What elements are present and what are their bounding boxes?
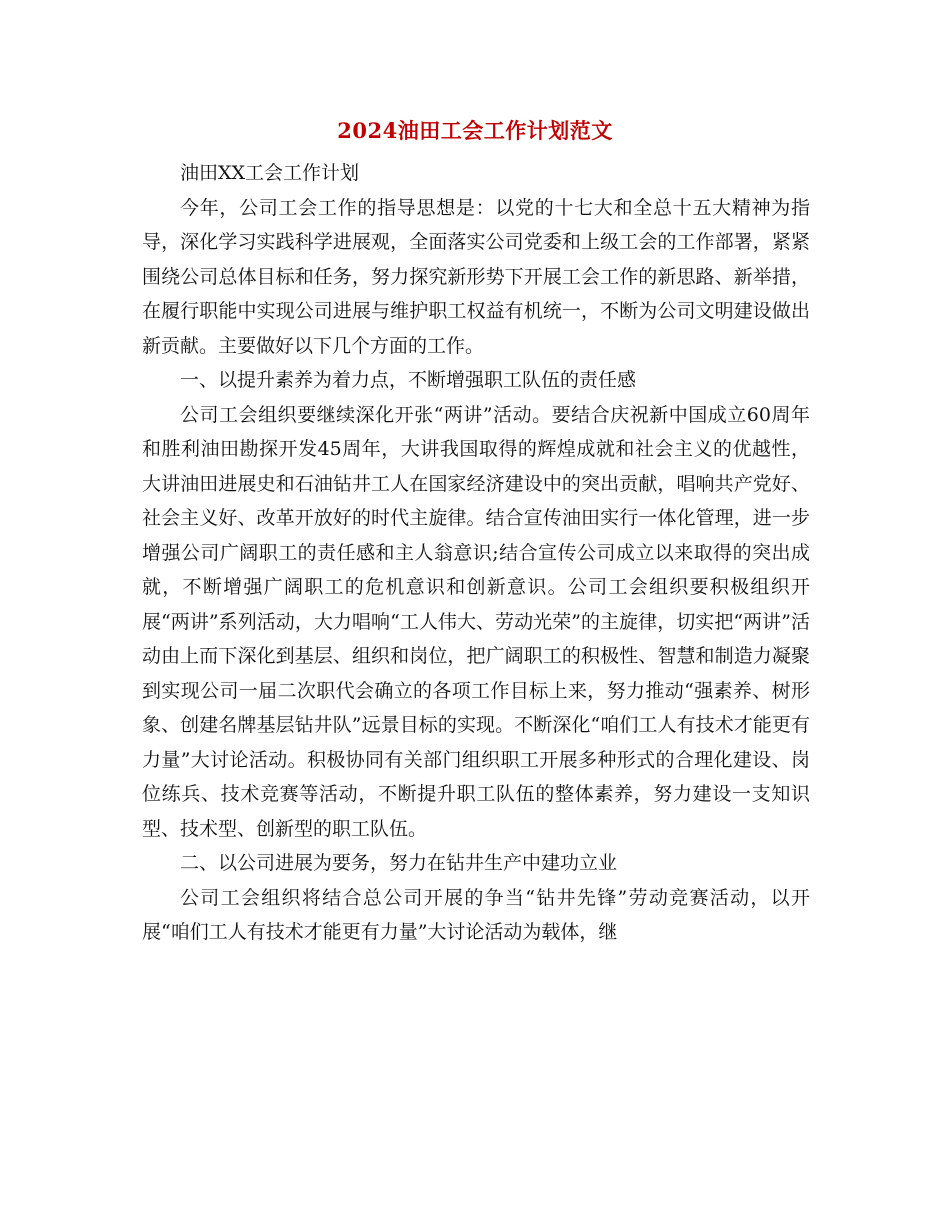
section-heading-1: 一、以提升素养为着力点，不断增强职工队伍的责任感 bbox=[180, 369, 637, 391]
section-heading-2: 二、以公司进展为要务，努力在钻井生产中建功立业 bbox=[180, 852, 618, 874]
paragraph-section-1: 公司工会组织要继续深化开张“两讲”活动。要结合庆祝新中国成立60周年和胜利油田勘探开发45周年，大讲我国取得的辉煌成就和社会主义的优越性，大讲油田进展史和石油钻井工人在国家经济建设中的突出贡献，唱响共产党好、社会主义好、改革开放好的时代主旋律。结合宣传油田实行一体化管理，进一步增强公司广阔职工的责任感和主人翁意识;结合宣传公司成立以来取得的突出成就，不断增强广阔职工的危机意识和创新意识。公司工会组织要积极组织开展“两讲”系列活动，大力唱响“工人伟大、劳动光荣”的主旋律，切实把“两讲”活动由上而下深化到基层、组织和岗位，把广阔职工的积极性、智慧和制造力凝聚到实现公司一届二次职代会确立的各项工作目标上来，努力推动“强素养、树形象、创建名牌基层钻井队”远景目标的实现。不断深化“咱们工人有技术才能更有力量”大讨论活动。积极协同有关部门组织职工开展多种形式的合理化建设、岗位练兵、技术竞赛等活动，不断提升职工队伍的整体素养，努力建设一支知识型、技术型、创新型的职工队伍。 bbox=[142, 403, 810, 840]
paragraph-intro: 今年，公司工会工作的指导思想是：以党的十七大和全总十五大精神为指导，深化学习实践科学进展观，全面落实公司党委和上级工会的工作部署，紧紧围绕公司总体目标和任务，努力探究新形势下开展工会工作的新思路、新举措，在履行职能中实现公司进展与维护职工权益有机统一，不断为公司文明建设做出新贡献。主要做好以下几个方面的工作。 bbox=[142, 196, 810, 357]
paragraph-section-2: 公司工会组织将结合总公司开展的争当“钻井先锋”劳动竞赛活动，以开展“咱们工人有技术才能更有力量”大讨论活动为载体，继 bbox=[142, 886, 810, 943]
paragraph-subtitle: 油田XX工会工作计划 bbox=[180, 162, 360, 184]
document-title: 2024油田工会工作计划范文 bbox=[337, 118, 613, 143]
document-body bbox=[142, 156, 810, 950]
